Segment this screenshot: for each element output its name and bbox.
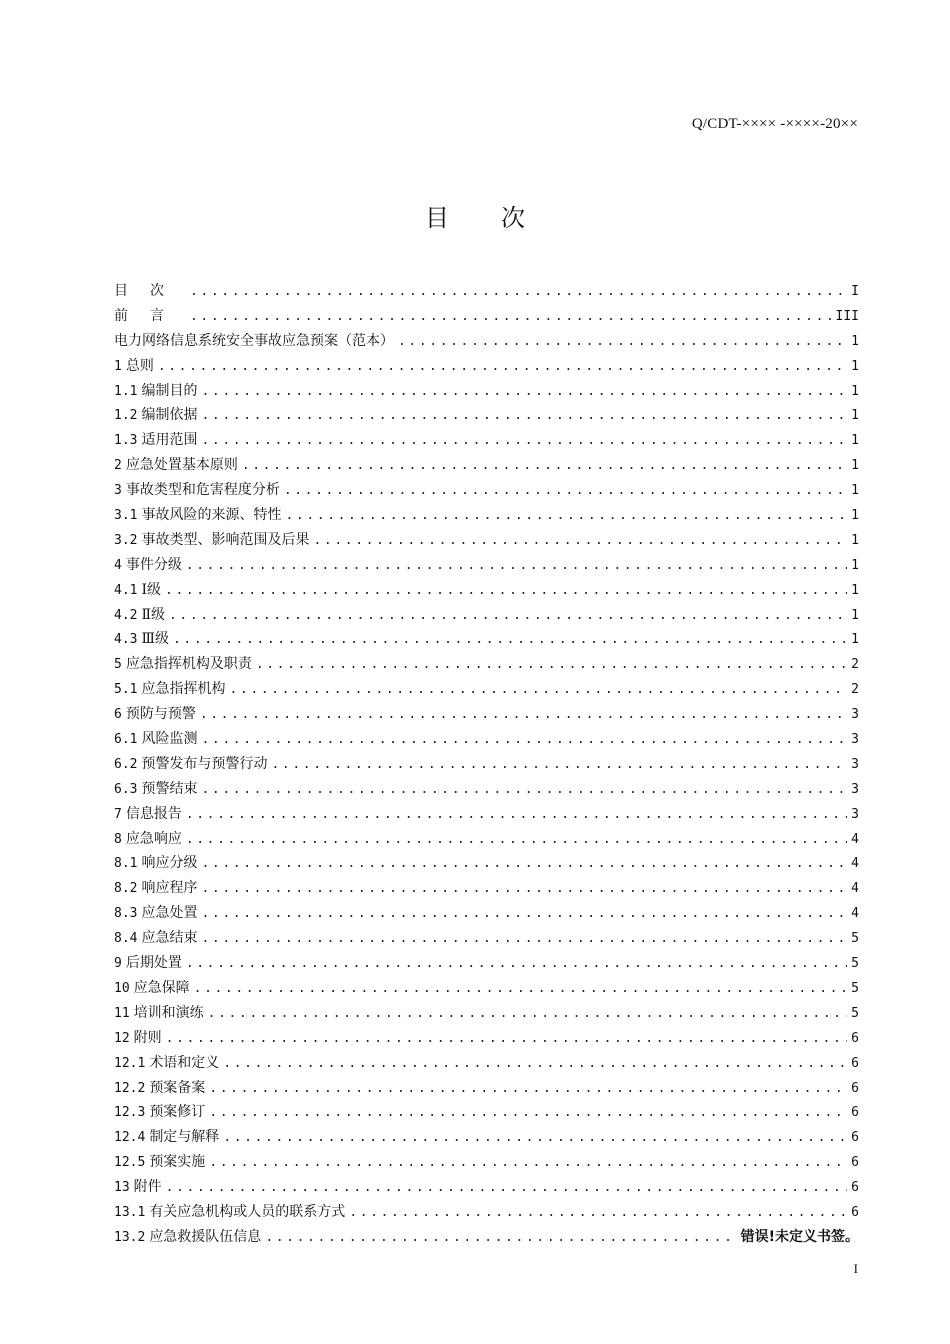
toc-entry-number: 11 [114, 1005, 130, 1021]
toc-entry-page: 5 [851, 1005, 859, 1021]
toc-entry-number: 12.2 [114, 1080, 146, 1096]
toc-entry-label: 预防与预警 [125, 706, 196, 723]
toc-entry-label: 预案实施 [149, 1154, 206, 1171]
toc-dot-leader [201, 902, 847, 927]
toc-entry-number: 4 [114, 557, 122, 573]
toc-dot-leader [223, 1126, 847, 1151]
toc-entry-page: 3 [851, 732, 859, 748]
toc-entry-number: 6 [114, 707, 122, 723]
toc-dot-leader [200, 703, 847, 728]
toc-entry[interactable] [114, 1150, 859, 1175]
toc-entry[interactable] [114, 1175, 859, 1200]
toc-entry-label: 应急结束 [141, 930, 198, 947]
toc-entry-label: 有关应急机构或人员的联系方式 [149, 1203, 346, 1220]
toc-entry-label: 术语和定义 [149, 1054, 220, 1071]
toc-entry-number: 3.2 [114, 532, 138, 548]
toc-entry-page: 1 [851, 508, 859, 524]
toc-entry-page: 4 [851, 881, 859, 897]
toc-dot-leader [242, 454, 847, 479]
toc-entry-label: 附则 [133, 1029, 162, 1046]
toc-entry-number: 5 [114, 657, 122, 673]
toc-entry-label: 编制目的 [141, 382, 198, 399]
toc-dot-leader [190, 305, 832, 330]
toc-entry[interactable] [114, 603, 859, 628]
toc-entry-label: 预案修订 [149, 1104, 206, 1121]
toc-entry-number: 1.3 [114, 433, 138, 449]
toc-entry-number: 13.2 [114, 1229, 146, 1245]
toc-entry-number: 12.1 [114, 1055, 146, 1071]
toc-entry-page: 4 [851, 831, 859, 847]
toc-entry-page: 1 [851, 433, 859, 449]
toc-entry-page: 2 [851, 682, 859, 698]
toc-entry-page: 1 [851, 582, 859, 598]
toc-entry-number: 6.3 [114, 781, 138, 797]
toc-entry-page: 6 [851, 1180, 859, 1196]
toc-entry-number: 9 [114, 956, 122, 972]
toc-entry-label: Ⅲ级 [141, 631, 169, 648]
toc-entry-number: 6.1 [114, 732, 138, 748]
toc-entry-number: 8.1 [114, 856, 138, 872]
toc-dot-leader [166, 1176, 848, 1201]
toc-entry[interactable] [114, 1051, 859, 1076]
toc-dot-leader [313, 529, 847, 554]
toc-entry-label: 应急处置 [141, 905, 198, 922]
toc-entry-page: 4 [851, 856, 859, 872]
toc-dot-leader [209, 1101, 847, 1126]
toc-dot-leader [201, 380, 847, 405]
toc-entry-label: 应急响应 [125, 830, 182, 847]
toc-dot-leader [166, 1027, 848, 1052]
toc-entry-number: 12.4 [114, 1130, 146, 1146]
toc-dot-leader [201, 728, 847, 753]
toc-entry-number: 7 [114, 806, 122, 822]
toc-entry-page: 1 [851, 333, 859, 349]
toc-dot-leader [209, 1077, 847, 1102]
toc-dot-leader [186, 554, 847, 579]
toc-entry-page: 2 [851, 657, 859, 673]
toc-entry-number: 2 [114, 458, 122, 474]
toc-entry[interactable] [114, 727, 859, 752]
toc-entry-number: 12.5 [114, 1155, 146, 1171]
toc-entry[interactable] [114, 777, 859, 802]
toc-entry-label: 前言 [114, 307, 186, 324]
toc-dot-leader [208, 1002, 848, 1027]
toc-entry-number: 4.3 [114, 632, 138, 648]
toc-entry[interactable] [114, 1076, 859, 1101]
toc-dot-leader [186, 952, 847, 977]
toc-entry-page: 6 [851, 1030, 859, 1046]
toc-entry-label: 事件分级 [125, 556, 182, 573]
toc-entry-label: 培训和演练 [133, 1004, 204, 1021]
toc-dot-leader [349, 1201, 847, 1226]
toc-dot-leader [285, 504, 847, 529]
toc-entry-label: 制定与解释 [149, 1129, 220, 1146]
toc-entry-number: 3.1 [114, 508, 138, 524]
toc-entry[interactable] [114, 503, 859, 528]
toc-entry[interactable] [114, 329, 859, 354]
toc-entry-number: 4.2 [114, 607, 138, 623]
toc-entry-number: 6.2 [114, 756, 138, 772]
toc-entry-label: 预警结束 [141, 780, 198, 797]
toc-entry-page: 1 [851, 607, 859, 623]
toc-entry[interactable] [114, 304, 859, 329]
toc-entry-page: 1 [851, 383, 859, 399]
toc-entry-label: 事故类型、影响范围及后果 [141, 531, 310, 548]
toc-entry-label: 预案备案 [149, 1079, 206, 1096]
toc-entry[interactable] [114, 1100, 859, 1125]
toc-entry[interactable] [114, 1225, 859, 1250]
toc-dot-leader [265, 1226, 736, 1251]
toc-dot-leader [165, 579, 847, 604]
toc-entry-page: 1 [851, 557, 859, 573]
toc-dot-leader [201, 877, 847, 902]
toc-dot-leader [173, 628, 847, 653]
toc-entry-page: 5 [851, 980, 859, 996]
toc-entry[interactable] [114, 1200, 859, 1225]
toc-entry[interactable] [114, 1026, 859, 1051]
toc-entry-label: Ⅰ级 [141, 581, 162, 598]
toc-entry[interactable] [114, 851, 859, 876]
toc-entry[interactable] [114, 379, 859, 404]
toc-dot-leader [186, 803, 847, 828]
toc-dot-leader [201, 778, 847, 803]
toc-entry-page: 1 [851, 483, 859, 499]
toc-entry-label: 应急处置基本原则 [125, 457, 238, 474]
toc-entry-number: 8.3 [114, 906, 138, 922]
toc-entry-label: 电力网络信息系统安全事故应急预案（范本） [114, 332, 394, 349]
toc-entry-page: 6 [851, 1204, 859, 1220]
toc-entry-page: 4 [851, 906, 859, 922]
toc-entry-label: 响应程序 [141, 880, 198, 897]
toc-dot-leader [169, 604, 847, 629]
toc-dot-leader [284, 479, 847, 504]
toc-entry-label: 编制依据 [141, 407, 198, 424]
toc-entry[interactable] [114, 876, 859, 901]
toc-entry[interactable] [114, 478, 859, 503]
toc-entry-number: 10 [114, 980, 130, 996]
toc-entry-label: 适用范围 [141, 432, 198, 449]
toc-dot-leader [223, 1052, 847, 1077]
toc-entry-label: Ⅱ级 [141, 606, 165, 623]
toc-entry-number: 8.2 [114, 881, 138, 897]
toc-entry-label: 响应分级 [141, 855, 198, 872]
toc-entry-page: 1 [851, 632, 859, 648]
page-title: 目次 [425, 204, 577, 232]
page-number: I [853, 1261, 858, 1276]
toc-entry-page: 1 [851, 408, 859, 424]
toc-entry-page: I [851, 284, 859, 299]
toc-entry-page: 3 [851, 756, 859, 772]
toc-entry-number: 1 [114, 358, 122, 374]
toc-entry[interactable] [114, 976, 859, 1001]
toc-entry-number: 8 [114, 831, 122, 847]
toc-entry-number: 4.1 [114, 582, 138, 598]
toc-entry-label: 附件 [133, 1179, 162, 1196]
toc-entry[interactable] [114, 403, 859, 428]
toc-entry-page: 1 [851, 358, 859, 374]
toc-entry-number: 8.4 [114, 931, 138, 947]
toc-entry-label: 应急保障 [133, 979, 190, 996]
toc-entry-number: 1.2 [114, 408, 138, 424]
toc-entry[interactable] [114, 702, 859, 727]
toc-entry-number: 13 [114, 1180, 130, 1196]
toc-dot-leader [201, 927, 847, 952]
toc-entry-page: 6 [851, 1105, 859, 1121]
toc-entry[interactable] [114, 578, 859, 603]
toc-entry[interactable] [114, 453, 859, 478]
toc-entry[interactable] [114, 827, 859, 852]
toc-entry-error: 错误!未定义书签。 [740, 1228, 859, 1245]
toc-entry-label: 事故风险的来源、特性 [141, 507, 282, 524]
toc-entry-page: 6 [851, 1080, 859, 1096]
toc-entry-page: 3 [851, 806, 859, 822]
toc-entry-number: 3 [114, 483, 122, 499]
toc-entry-number: 5.1 [114, 682, 138, 698]
toc-entry[interactable] [114, 652, 859, 677]
toc-entry[interactable] [114, 802, 859, 827]
toc-dot-leader [271, 753, 847, 778]
toc-entry-label: 预警发布与预警行动 [141, 755, 268, 772]
toc-dot-leader [201, 429, 847, 454]
toc-entry-label: 应急指挥机构 [141, 681, 226, 698]
toc-dot-leader [256, 653, 847, 678]
toc-entry-label: 总则 [125, 357, 154, 374]
toc-entry[interactable] [114, 951, 859, 976]
toc-entry-label: 后期处置 [125, 955, 182, 972]
toc-entry-page: 6 [851, 1130, 859, 1146]
toc-entry-page: 3 [851, 707, 859, 723]
toc-entry[interactable] [114, 627, 859, 652]
document-code: Q/CDT-×××× -××××-20×× [691, 116, 858, 132]
toc-dot-leader [194, 977, 848, 1002]
toc-dot-leader [158, 355, 847, 380]
toc-entry[interactable] [114, 354, 859, 379]
toc-entry-page: 3 [851, 781, 859, 797]
toc-entry-page: 1 [851, 458, 859, 474]
toc-dot-leader [190, 280, 847, 305]
toc-entry-label: 应急指挥机构及职责 [125, 656, 252, 673]
toc-entry-page: 5 [851, 956, 859, 972]
toc-entry[interactable] [114, 428, 859, 453]
toc-entry[interactable] [114, 1125, 859, 1150]
toc-entry-number: 12 [114, 1030, 130, 1046]
toc-entry[interactable] [114, 901, 859, 926]
toc-entry-label: 目次 [114, 283, 186, 299]
toc-dot-leader [201, 404, 847, 429]
toc-entry[interactable] [114, 677, 859, 702]
toc-entry[interactable] [114, 752, 859, 777]
toc-entry-page: 6 [851, 1055, 859, 1071]
toc-dot-leader [398, 330, 847, 355]
toc-entry[interactable] [114, 528, 859, 553]
toc-entry-page: 1 [851, 532, 859, 548]
toc-entry-page: III [835, 308, 859, 324]
toc-entry-number: 13.1 [114, 1204, 146, 1220]
toc-entry-label: 应急救援队伍信息 [149, 1228, 262, 1245]
toc-entry[interactable] [114, 279, 859, 304]
toc-entry-page: 6 [851, 1155, 859, 1171]
table-of-contents [114, 279, 859, 1250]
toc-entry-number: 1.1 [114, 383, 138, 399]
toc-entry[interactable] [114, 1001, 859, 1026]
toc-dot-leader [186, 828, 847, 853]
toc-dot-leader [201, 852, 847, 877]
toc-entry-label: 事故类型和危害程度分析 [125, 482, 280, 499]
toc-dot-leader [209, 1151, 847, 1176]
toc-dot-leader [229, 678, 847, 703]
toc-entry-number: 12.3 [114, 1105, 146, 1121]
toc-entry[interactable] [114, 553, 859, 578]
toc-entry-label: 信息报告 [125, 805, 182, 822]
toc-entry-label: 风险监测 [141, 731, 198, 748]
toc-entry[interactable] [114, 926, 859, 951]
toc-entry-page: 5 [851, 931, 859, 947]
